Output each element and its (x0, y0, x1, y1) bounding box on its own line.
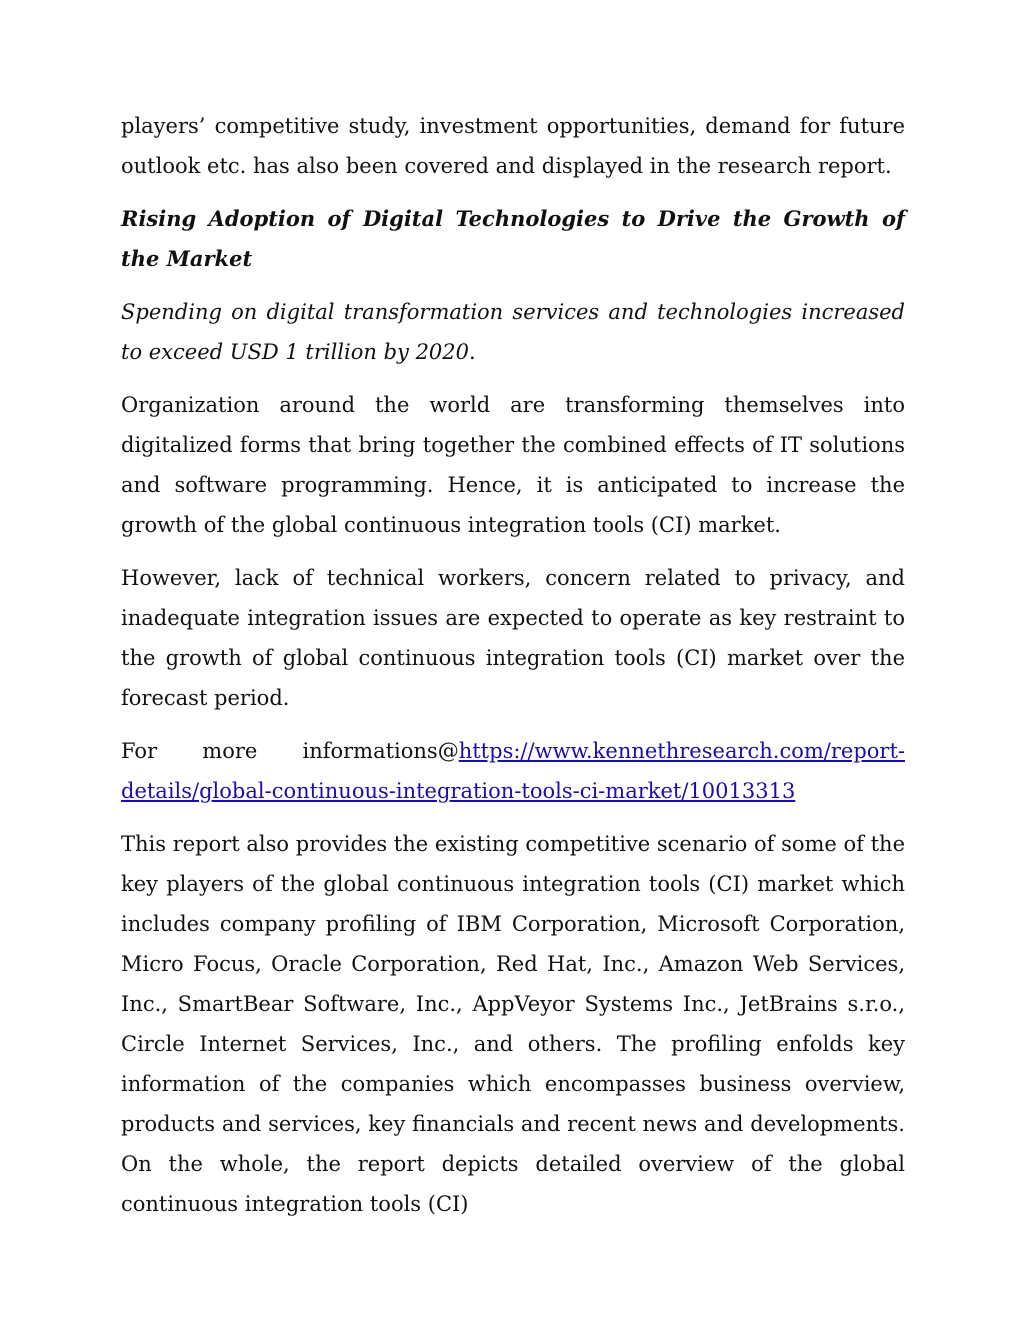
paragraph-restraints: However, lack of technical workers, concern related to privacy, and inadequate integration issues are expected to operate as key restraint to the growth of global continuous integration tools (CI) market over the forecast period. (121, 566, 905, 710)
more-info-block (121, 731, 905, 811)
italic-statistic: Spending on digital transformation services and technologies increased to exceed USD 1 trillion by 2020. (121, 300, 905, 364)
more-word-for: For (121, 739, 158, 763)
paragraph-key-players: This report also provides the existing competitive scenario of some of the key players of the global continuous integration tools (CI) market which includes company profiling of IBM Corporation, Microsoft Corporation, Micro Focus, Oracle Corporation, Red Hat, Inc., Amazon Web Services, Inc., SmartBear Software, Inc., AppVeyor Systems Inc., JetBrains s.r.o., Circle Internet Services, Inc., and others. The profiling enfolds key information of the companies which encompasses business overview, products and services, key financials and recent news and developments. On the whole, the report depicts detailed overview of the global continuous integration tools (CI) (121, 832, 905, 1216)
paragraph-organization: Organization around the world are transforming themselves into digitalized forms that bring together the combined effects of IT solutions and software programming. Hence, it is anticipated to increase the growth of the global continuous integration tools (CI) market. (121, 393, 905, 537)
document-page (121, 106, 905, 1237)
more-info-with-link (302, 731, 905, 771)
more-info-line-2 (121, 771, 905, 811)
report-link-part-2[interactable]: details/global-continuous-integration-tools-ci-market/10013313 (121, 779, 796, 803)
section-heading: Rising Adoption of Digital Technologies to Drive the Growth of the Market (121, 206, 905, 271)
report-link-part-1[interactable]: https://www.kennethresearch.com/report- (458, 739, 905, 763)
more-word-more: more (202, 739, 258, 763)
paragraph-intro: players’ competitive study, investment opportunities, demand for future outlook etc. has also been covered and displayed in the research report. (121, 114, 905, 178)
more-word-informations: informations@ (302, 739, 459, 763)
more-info-line-1 (121, 731, 905, 771)
